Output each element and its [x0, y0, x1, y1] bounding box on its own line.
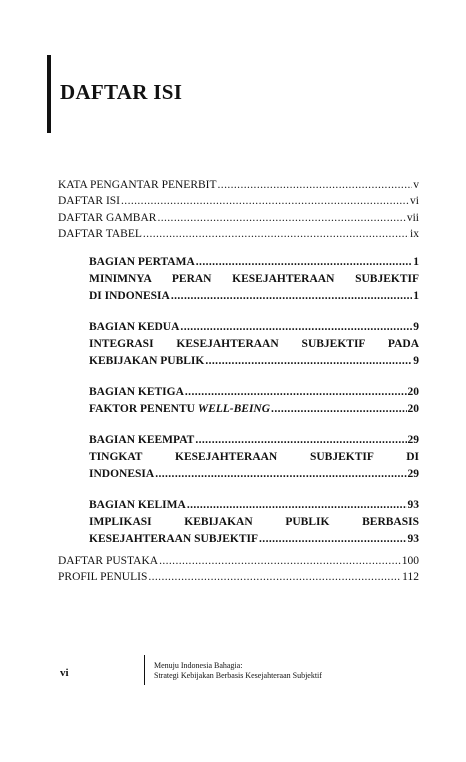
toc-part-subtitle-prefix: FAKTOR PENENTU — [89, 403, 198, 416]
dot-leader — [218, 178, 413, 192]
toc-entry-label: KATA PENGANTAR PENERBIT — [58, 179, 217, 191]
toc-part-1 — [89, 255, 419, 303]
toc-entry-profil-penulis[interactable] — [58, 570, 419, 584]
page-title: DAFTAR ISI — [60, 80, 183, 104]
toc-part-subtitle-italic: WELL-BEING — [197, 403, 271, 416]
table-of-contents — [58, 178, 419, 586]
toc-part-heading[interactable] — [89, 433, 419, 447]
toc-part-subtitle-line2[interactable] — [89, 354, 419, 368]
toc-part-subtitle-page: 9 — [413, 355, 419, 368]
toc-part-subtitle-label: KESEJAHTERAAN SUBJEKTIF — [89, 533, 259, 546]
dot-leader — [155, 467, 406, 481]
toc-entry-daftar-tabel[interactable] — [58, 227, 419, 241]
toc-part-heading[interactable] — [89, 255, 419, 269]
toc-part-heading[interactable] — [89, 320, 419, 334]
toc-part-subtitle-line2[interactable] — [89, 289, 419, 303]
dot-leader — [121, 194, 409, 208]
toc-entry-page: vii — [406, 211, 419, 224]
toc-part-subtitle-line1[interactable]: INTEGRASI KESEJAHTERAAN SUBJEKTIF PADA — [89, 338, 419, 351]
toc-entry-label: DAFTAR PUSTAKA — [58, 555, 159, 568]
toc-part-subtitle-line2[interactable] — [89, 532, 419, 546]
front-matter-list — [58, 178, 419, 241]
toc-entry-label: DAFTAR TABEL — [58, 228, 142, 241]
footer-title-line1: Menuju Indonesia Bahagia: — [154, 661, 243, 670]
title-accent-bar — [47, 55, 51, 133]
dot-leader — [195, 433, 406, 447]
dot-leader — [171, 289, 412, 303]
dot-leader — [143, 227, 409, 241]
toc-part-subtitle-line1[interactable]: MINIMNYA PERAN KESEJAHTERAAN SUBJEKTIF — [89, 273, 419, 286]
toc-part-3 — [89, 385, 419, 416]
toc-part-subtitle-label — [89, 402, 270, 416]
toc-part-heading-label: BAGIAN KEEMPAT — [89, 434, 195, 447]
toc-entry-daftar-isi[interactable] — [58, 194, 419, 208]
dot-leader — [271, 402, 406, 416]
footer-title-line2: Strategi Kebijakan Berbasis Kesejahteraan Subjektif — [154, 671, 322, 680]
toc-part-subtitle-page: 29 — [407, 468, 419, 481]
toc-entry-page: 100 — [401, 555, 419, 568]
dot-leader — [187, 498, 407, 512]
toc-entry-page: v — [413, 179, 419, 191]
toc-part-heading-page: 1 — [413, 256, 419, 269]
dot-leader — [159, 554, 401, 568]
dot-leader — [148, 570, 401, 584]
toc-part-heading-page: 20 — [407, 386, 419, 399]
toc-part-subtitle-page: 20 — [407, 403, 419, 416]
toc-part-heading-page: 29 — [407, 434, 419, 447]
page-footer — [60, 655, 400, 685]
toc-part-subtitle-page: 1 — [413, 290, 419, 303]
dot-leader — [196, 255, 412, 269]
toc-part-subtitle-line2[interactable] — [89, 467, 419, 481]
footer-divider — [144, 655, 145, 685]
toc-part-5 — [89, 498, 419, 546]
toc-part-subtitle-label: KEBIJAKAN PUBLIK — [89, 355, 205, 368]
toc-part-subtitle-line1[interactable]: TINGKAT KESEJAHTERAAN SUBJEKTIF DI — [89, 451, 419, 464]
toc-part-heading-label: BAGIAN KELIMA — [89, 499, 186, 512]
toc-part-heading[interactable] — [89, 385, 419, 399]
toc-entry-page: vi — [410, 195, 419, 208]
footer-page-number: vi — [60, 667, 69, 679]
toc-part-subtitle-label: DI INDONESIA — [89, 290, 170, 303]
toc-part-subtitle[interactable] — [89, 402, 419, 416]
toc-entry-page: ix — [410, 228, 419, 241]
toc-part-heading-page: 9 — [413, 321, 419, 334]
dot-leader — [205, 354, 412, 368]
toc-part-heading-label: BAGIAN KEDUA — [89, 321, 180, 334]
toc-part-subtitle-line1[interactable]: IMPLIKASI KEBIJAKAN PUBLIK BERBASIS — [89, 516, 419, 529]
toc-part-heading-page: 93 — [407, 499, 419, 512]
toc-entry-daftar-pustaka[interactable] — [58, 554, 419, 568]
toc-part-heading-label: BAGIAN KETIGA — [89, 386, 184, 399]
footer-book-title — [154, 661, 322, 681]
dot-leader — [180, 320, 412, 334]
dot-leader — [259, 532, 406, 546]
dot-leader — [185, 385, 407, 399]
toc-part-heading[interactable] — [89, 498, 419, 512]
back-matter-list — [58, 554, 419, 584]
toc-part-2 — [89, 320, 419, 368]
toc-part-4 — [89, 433, 419, 481]
dot-leader — [157, 211, 405, 225]
toc-part-subtitle-page: 93 — [407, 533, 419, 546]
toc-entry-page: 112 — [402, 571, 419, 584]
toc-entry-label: PROFIL PENULIS — [58, 571, 148, 584]
toc-entry-label: DAFTAR GAMBAR — [58, 211, 157, 224]
toc-entry-label: DAFTAR ISI — [58, 195, 121, 208]
toc-entry-daftar-gambar[interactable] — [58, 211, 419, 225]
toc-part-subtitle-label: INDONESIA — [89, 468, 155, 481]
toc-entry-kata-pengantar[interactable] — [58, 178, 419, 192]
toc-part-heading-label: BAGIAN PERTAMA — [89, 256, 195, 269]
